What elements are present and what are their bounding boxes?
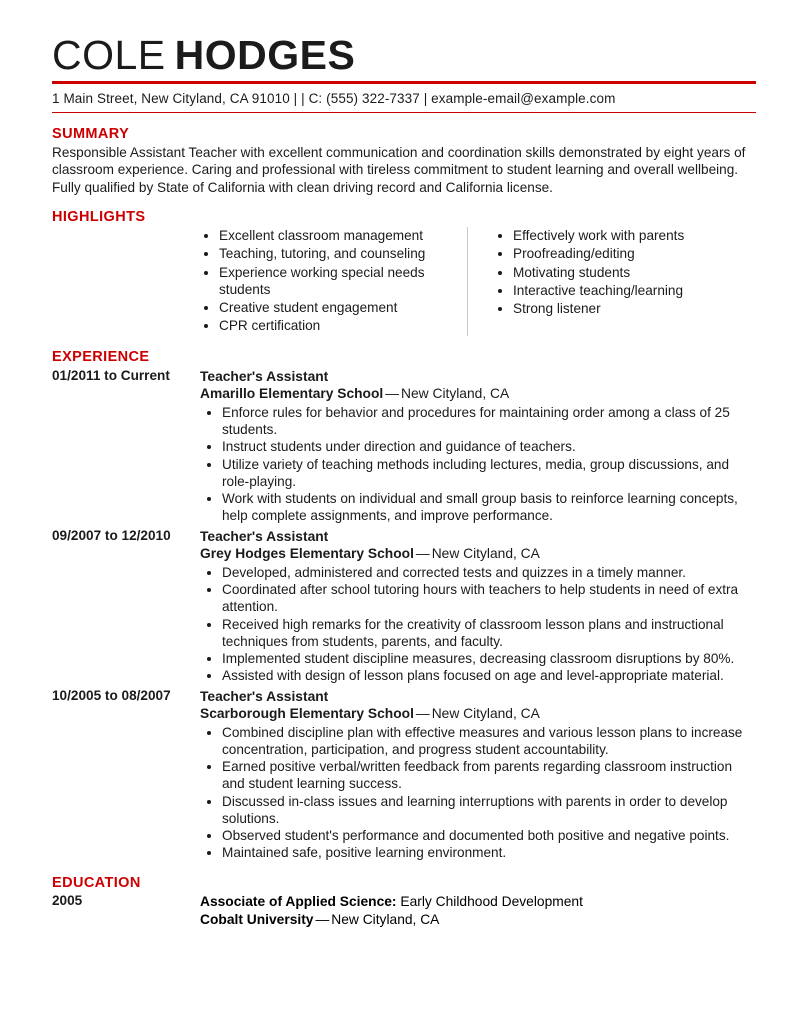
last-name: HODGES <box>174 32 356 78</box>
candidate-name <box>52 34 756 77</box>
separator-dash: — <box>385 385 400 401</box>
list-item: Proofreading/editing <box>494 245 684 262</box>
summary-heading: SUMMARY <box>52 126 130 143</box>
list-item: Coordinated after school tutoring hours with teachers to help students in need of extra attention. <box>200 581 756 616</box>
separator-dash: — <box>415 705 430 721</box>
list-item: Implemented student discipline measures, decreasing classroom disruptions by 80%. <box>200 650 756 667</box>
list-item: Experience working special needs students <box>200 264 457 299</box>
highlights-column-left <box>200 227 468 336</box>
list-item: Interactive teaching/learning <box>494 282 684 299</box>
list-item: Observed student's performance and documented both positive and negative points. <box>200 827 756 844</box>
list-item: Creative student engagement <box>200 299 457 316</box>
experience-heading: EXPERIENCE <box>52 348 150 365</box>
experience-entry <box>52 688 756 862</box>
education-degree: Associate of Applied Science: <box>200 893 397 909</box>
list-item: Combined discipline plan with effective measures and various lesson plans to increase concentration, participation, and progress student accountability. <box>200 724 756 759</box>
experience-section <box>52 349 756 862</box>
list-item: Strong listener <box>494 300 684 317</box>
job-title: Teacher's Assistant <box>200 528 329 544</box>
list-item: Maintained safe, positive learning environment. <box>200 844 756 861</box>
highlights-heading: HIGHLIGHTS <box>52 209 146 226</box>
contact-divider <box>52 112 756 113</box>
list-item: Teaching, tutoring, and counseling <box>200 245 457 262</box>
list-item: Effectively work with parents <box>494 227 684 244</box>
first-name: COLE <box>52 32 166 78</box>
job-organization: Amarillo Elementary School <box>200 385 384 401</box>
highlights-section <box>52 209 756 336</box>
job-dates: 09/2007 to 12/2010 <box>52 527 171 543</box>
job-dates: 10/2005 to 08/2007 <box>52 687 171 703</box>
education-year: 2005 <box>52 892 83 908</box>
list-item: Received high remarks for the creativity of classroom lesson plans and instructional techniques from students, parents, and faculty. <box>200 616 756 651</box>
summary-section <box>52 126 756 196</box>
list-item: Discussed in-class issues and learning interruptions with parents in order to develop solutions. <box>200 793 756 828</box>
resume-header <box>52 34 756 113</box>
education-school-line <box>200 911 756 929</box>
list-item: Utilize variety of teaching methods including lectures, media, group discussions, and role-playing. <box>200 456 756 491</box>
list-item: Excellent classroom management <box>200 227 457 244</box>
job-organization-line <box>200 705 756 723</box>
education-heading: EDUCATION <box>52 874 141 891</box>
job-organization: Scarborough Elementary School <box>200 705 414 721</box>
highlights-gutter <box>52 227 200 336</box>
list-item: CPR certification <box>200 317 457 334</box>
job-location: New Cityland, CA <box>401 385 510 401</box>
highlights-column-right <box>468 227 684 336</box>
job-title: Teacher's Assistant <box>200 368 329 384</box>
list-item: Instruct students under direction and guidance of teachers. <box>200 438 756 455</box>
summary-text: Responsible Assistant Teacher with excellent communication and coordination skills demonstrated by eight years of classroom experience. Caring and professional with tireless commitment to student learning and overall wellbeing. Fully qualified by State of California with clean driving record and California license. <box>52 145 746 195</box>
job-location: New Cityland, CA <box>431 545 540 561</box>
job-location: New Cityland, CA <box>431 705 540 721</box>
job-title: Teacher's Assistant <box>200 688 329 704</box>
education-school: Cobalt University <box>200 911 314 927</box>
education-degree-line <box>200 893 756 911</box>
job-organization: Grey Hodges Elementary School <box>200 545 414 561</box>
list-item: Assisted with design of lesson plans focused on age and level-appropriate material. <box>200 667 756 684</box>
education-field: Early Childhood Development <box>400 893 583 909</box>
job-dates: 01/2011 to Current <box>52 367 170 383</box>
contact-line: 1 Main Street, New Cityland, CA 91010 | | C: (555) 322-7337 | example-email@example.com <box>52 91 616 107</box>
experience-entry <box>52 528 756 685</box>
separator-dash: — <box>315 911 330 927</box>
list-item: Work with students on individual and small group basis to reinforce learning concepts, help complete assignments, and improve performance. <box>200 490 756 525</box>
list-item: Developed, administered and corrected tests and quizzes in a timely manner. <box>200 564 756 581</box>
education-section <box>52 875 756 929</box>
job-organization-line <box>200 545 756 563</box>
separator-dash: — <box>415 545 430 561</box>
list-item: Earned positive verbal/written feedback from parents regarding classroom instruction and student learning success. <box>200 758 756 793</box>
list-item: Motivating students <box>494 264 684 281</box>
education-location: New Cityland, CA <box>331 911 440 927</box>
experience-entry <box>52 368 756 525</box>
job-organization-line <box>200 385 756 403</box>
list-item: Enforce rules for behavior and procedures for maintaining order among a class of 25 students. <box>200 404 756 439</box>
